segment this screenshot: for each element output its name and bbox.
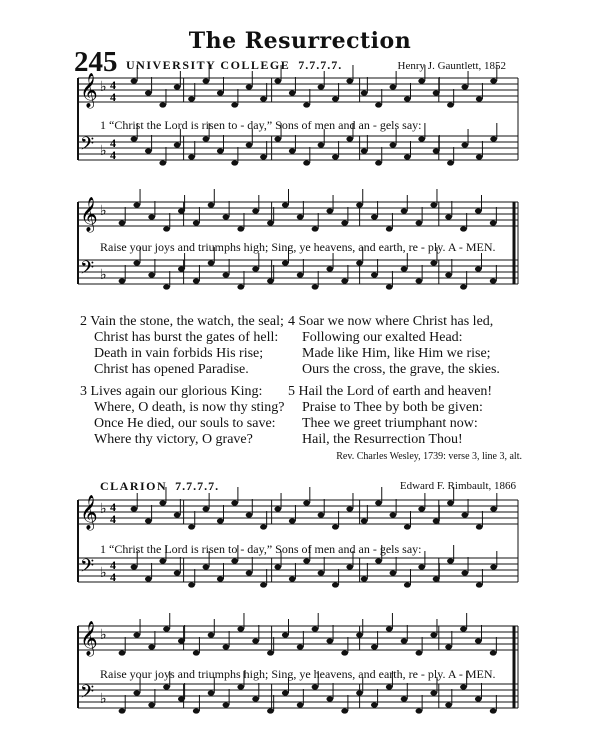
note-head: [476, 582, 483, 587]
time-signature: 4: [110, 148, 116, 162]
note-head: [188, 154, 195, 159]
note-head: [341, 650, 348, 655]
note-head: [460, 626, 467, 631]
note-head: [133, 260, 140, 265]
note-head: [430, 690, 437, 695]
note-head: [390, 570, 397, 575]
note-head: [246, 570, 253, 575]
note-head: [303, 160, 310, 165]
note-head: [418, 136, 425, 141]
note-head: [217, 148, 224, 153]
note-head: [430, 202, 437, 207]
note-head: [223, 214, 230, 219]
note-head: [332, 96, 339, 101]
note-head: [303, 500, 310, 505]
note-head: [260, 582, 267, 587]
note-head: [193, 278, 200, 283]
note-head: [289, 148, 296, 153]
note-head: [289, 90, 296, 95]
verse-3-line4: Where thy victory, O grave?: [94, 432, 253, 447]
note-head: [133, 632, 140, 637]
note-head: [445, 214, 452, 219]
note-head: [445, 272, 452, 277]
note-head: [145, 148, 152, 153]
note-head: [208, 632, 215, 637]
note-head: [418, 78, 425, 83]
note-head: [119, 220, 126, 225]
note-head: [416, 220, 423, 225]
time-signature: 4: [110, 90, 116, 104]
note-head: [404, 524, 411, 529]
flat-sign-icon: ♭: [100, 628, 107, 643]
note-head: [246, 512, 253, 517]
note-head: [148, 702, 155, 707]
note-head: [341, 278, 348, 283]
note-head: [303, 102, 310, 107]
note-head: [163, 226, 170, 231]
note-head: [163, 626, 170, 631]
verse-2-line3: Death in vain forbids His rise;: [94, 346, 264, 361]
note-head: [430, 632, 437, 637]
note-head: [386, 626, 393, 631]
note-head: [475, 208, 482, 213]
note-head: [476, 96, 483, 101]
note-head: [475, 638, 482, 643]
treble-clef-icon: 𝄞: [80, 495, 98, 530]
note-head: [274, 78, 281, 83]
note-head: [188, 96, 195, 101]
verse-5-line2: Praise to Thee by both be given:: [302, 400, 483, 415]
note-head: [461, 512, 468, 517]
treble-clef-icon: 𝄞: [80, 621, 98, 656]
note-head: [274, 136, 281, 141]
note-head: [203, 564, 210, 569]
note-head: [341, 220, 348, 225]
note-head: [461, 570, 468, 575]
note-head: [346, 506, 353, 511]
note-head: [260, 154, 267, 159]
note-head: [490, 136, 497, 141]
note-head: [282, 632, 289, 637]
note-head: [260, 524, 267, 529]
note-head: [217, 518, 224, 523]
flat-sign-icon: ♭: [100, 204, 107, 219]
note-head: [416, 278, 423, 283]
note-head: [361, 148, 368, 153]
text-credit: Rev. Charles Wesley, 1739: verse 3, line 3, alt.: [336, 451, 522, 462]
note-head: [361, 90, 368, 95]
verse-2-line2: Christ has burst the gates of hell:: [94, 330, 279, 345]
note-head: [332, 582, 339, 587]
note-head: [326, 696, 333, 701]
tune1-lyric-line2: Raise your joys and triumphs high; Sing, ye heavens, and earth, re - ply. A - MEN.: [100, 240, 496, 254]
note-head: [145, 576, 152, 581]
note-head: [289, 518, 296, 523]
note-head: [223, 702, 230, 707]
note-head: [490, 650, 497, 655]
note-head: [303, 558, 310, 563]
note-head: [460, 226, 467, 231]
note-head: [447, 102, 454, 107]
note-head: [163, 284, 170, 289]
note-head: [145, 90, 152, 95]
note-head: [237, 284, 244, 289]
verse-5: [288, 384, 492, 448]
time-signature: 4: [110, 570, 116, 584]
note-head: [252, 696, 259, 701]
note-head: [447, 500, 454, 505]
note-head: [159, 500, 166, 505]
note-head: [375, 558, 382, 563]
note-head: [404, 582, 411, 587]
note-head: [119, 708, 126, 713]
note-head: [490, 506, 497, 511]
note-head: [401, 266, 408, 271]
note-head: [289, 576, 296, 581]
note-head: [274, 564, 281, 569]
note-head: [246, 84, 253, 89]
note-head: [361, 576, 368, 581]
note-head: [490, 220, 497, 225]
time-signature: 4: [110, 558, 116, 572]
note-head: [332, 154, 339, 159]
tune1-composer: Henry J. Gauntlett, 1852: [397, 60, 506, 72]
note-head: [375, 160, 382, 165]
note-head: [237, 226, 244, 231]
note-head: [174, 570, 181, 575]
note-head: [332, 524, 339, 529]
verse-4-line1: 4 Soar we now where Christ has led,: [288, 314, 494, 329]
note-head: [390, 84, 397, 89]
note-head: [404, 96, 411, 101]
note-head: [267, 650, 274, 655]
note-head: [174, 142, 181, 147]
note-head: [231, 160, 238, 165]
verse-3-line1: 3 Lives again our glorious King:: [80, 384, 263, 399]
note-head: [148, 644, 155, 649]
flat-sign-icon: ♭: [100, 692, 107, 707]
note-head: [246, 142, 253, 147]
verse-5-line1: 5 Hail the Lord of earth and heaven!: [288, 384, 493, 399]
note-head: [282, 690, 289, 695]
tune1-meter: 7.7.7.7.: [298, 58, 343, 72]
verse-4-line4: Ours the cross, the grave, the skies.: [302, 362, 500, 377]
note-head: [386, 684, 393, 689]
flat-sign-icon: ♭: [100, 144, 107, 159]
note-head: [193, 220, 200, 225]
treble-staff: [78, 613, 518, 657]
note-head: [203, 506, 210, 511]
treble-clef-icon: 𝄞: [80, 73, 98, 108]
note-head: [361, 518, 368, 523]
note-head: [297, 214, 304, 219]
note-head: [390, 512, 397, 517]
time-signature: 4: [110, 78, 116, 92]
note-head: [223, 272, 230, 277]
note-head: [490, 564, 497, 569]
note-head: [312, 284, 319, 289]
note-head: [447, 160, 454, 165]
note-head: [326, 638, 333, 643]
verse-3: [80, 384, 285, 448]
note-head: [174, 512, 181, 517]
note-head: [119, 650, 126, 655]
note-head: [371, 272, 378, 277]
note-head: [460, 284, 467, 289]
tune2-lyric-line1: 1 “Christ the Lord is risen to - day,” Sons of men and an - gels say:: [100, 542, 422, 556]
note-head: [475, 266, 482, 271]
verse-3-line3: Once He died, our souls to save:: [94, 416, 276, 431]
note-head: [223, 644, 230, 649]
note-head: [267, 278, 274, 283]
note-head: [267, 220, 274, 225]
verse-3-line2: Where, O death, is now thy sting?: [94, 400, 285, 415]
note-head: [461, 142, 468, 147]
note-head: [341, 708, 348, 713]
note-head: [203, 78, 210, 83]
note-head: [416, 650, 423, 655]
tune1-lyric-line1: 1 “Christ the Lord is risen to - day,” Sons of men and an - gels say:: [100, 118, 422, 132]
note-head: [231, 558, 238, 563]
note-head: [188, 524, 195, 529]
note-head: [159, 160, 166, 165]
note-head: [326, 208, 333, 213]
note-head: [252, 266, 259, 271]
note-head: [282, 260, 289, 265]
note-head: [490, 78, 497, 83]
note-head: [416, 708, 423, 713]
flat-sign-icon: ♭: [100, 268, 107, 283]
note-head: [318, 570, 325, 575]
note-head: [131, 78, 138, 83]
verse-5-line3: Thee we greet triumphant now:: [302, 416, 478, 431]
note-head: [163, 684, 170, 689]
flat-sign-icon: ♭: [100, 80, 107, 95]
treble-clef-icon: 𝄞: [80, 197, 98, 232]
flat-sign-icon: ♭: [100, 502, 107, 517]
note-head: [386, 226, 393, 231]
tune2-lyric-line2: Raise your joys and triumphs high; Sing, ye heavens, and earth, re - ply. A - MEN.: [100, 667, 496, 681]
note-head: [131, 506, 138, 511]
note-head: [203, 136, 210, 141]
note-head: [404, 154, 411, 159]
note-head: [237, 684, 244, 689]
time-signature: 4: [110, 136, 116, 150]
note-head: [386, 284, 393, 289]
note-head: [318, 512, 325, 517]
note-head: [461, 84, 468, 89]
note-head: [476, 154, 483, 159]
verse-4-line2: Following our exalted Head:: [302, 330, 463, 345]
note-head: [476, 524, 483, 529]
tune2-meter: 7.7.7.7.: [175, 479, 220, 493]
verse-2-line4: Christ has opened Paradise.: [94, 362, 249, 377]
note-head: [418, 564, 425, 569]
flat-sign-icon: ♭: [100, 566, 107, 581]
note-head: [174, 84, 181, 89]
note-head: [193, 650, 200, 655]
note-head: [371, 214, 378, 219]
verse-2: [80, 314, 284, 378]
note-head: [237, 626, 244, 631]
tune1-name: UNIVERSITY COLLEGE: [126, 58, 291, 72]
note-head: [159, 102, 166, 107]
note-head: [133, 202, 140, 207]
note-head: [131, 136, 138, 141]
note-head: [475, 696, 482, 701]
note-head: [346, 564, 353, 569]
note-head: [460, 684, 467, 689]
note-head: [346, 78, 353, 83]
note-head: [445, 702, 452, 707]
note-head: [159, 558, 166, 563]
verse-4-line3: Made like Him, like Him we rise;: [302, 346, 491, 361]
note-head: [267, 708, 274, 713]
note-head: [145, 518, 152, 523]
note-head: [401, 208, 408, 213]
note-head: [375, 500, 382, 505]
note-head: [447, 558, 454, 563]
note-head: [418, 506, 425, 511]
hymn-number: 245: [74, 46, 118, 78]
note-head: [312, 626, 319, 631]
note-head: [260, 96, 267, 101]
note-head: [371, 702, 378, 707]
verse-5-line4: Hail, the Resurrection Thou!: [302, 432, 463, 447]
verse-2-line1: 2 Vain the stone, the watch, the seal;: [80, 314, 284, 329]
note-head: [297, 272, 304, 277]
note-head: [445, 644, 452, 649]
note-head: [346, 136, 353, 141]
note-head: [282, 202, 289, 207]
note-head: [231, 102, 238, 107]
note-head: [371, 644, 378, 649]
note-head: [188, 582, 195, 587]
note-head: [208, 260, 215, 265]
note-head: [208, 202, 215, 207]
tune2-name: CLARION: [100, 479, 168, 493]
time-signature: 4: [110, 512, 116, 526]
note-head: [312, 684, 319, 689]
note-head: [401, 638, 408, 643]
note-head: [297, 702, 304, 707]
note-head: [148, 272, 155, 277]
note-head: [131, 564, 138, 569]
hymn-title: The Resurrection: [188, 28, 412, 54]
bass-clef-icon: 𝄢: [80, 682, 95, 707]
note-head: [312, 226, 319, 231]
note-head: [318, 142, 325, 147]
note-head: [193, 708, 200, 713]
note-head: [375, 102, 382, 107]
note-head: [490, 708, 497, 713]
time-signature: 4: [110, 500, 116, 514]
note-head: [430, 260, 437, 265]
tune2-header: [100, 477, 219, 495]
note-head: [252, 208, 259, 213]
note-head: [148, 214, 155, 219]
tune2-composer: Edward F. Rimbault, 1866: [399, 480, 516, 492]
note-head: [208, 690, 215, 695]
note-head: [318, 84, 325, 89]
note-head: [390, 142, 397, 147]
bass-clef-icon: 𝄢: [80, 556, 95, 581]
note-head: [217, 90, 224, 95]
note-head: [217, 576, 224, 581]
note-head: [252, 638, 259, 643]
note-head: [401, 696, 408, 701]
note-head: [231, 500, 238, 505]
note-head: [490, 278, 497, 283]
note-head: [133, 690, 140, 695]
note-head: [326, 266, 333, 271]
note-head: [119, 278, 126, 283]
bass-clef-icon: 𝄢: [80, 134, 95, 159]
bass-clef-icon: 𝄢: [80, 258, 95, 283]
verse-4: [288, 314, 500, 378]
treble-staff: [78, 65, 518, 109]
treble-staff: [78, 189, 518, 233]
note-head: [274, 506, 281, 511]
note-head: [297, 644, 304, 649]
treble-staff: [78, 487, 518, 531]
